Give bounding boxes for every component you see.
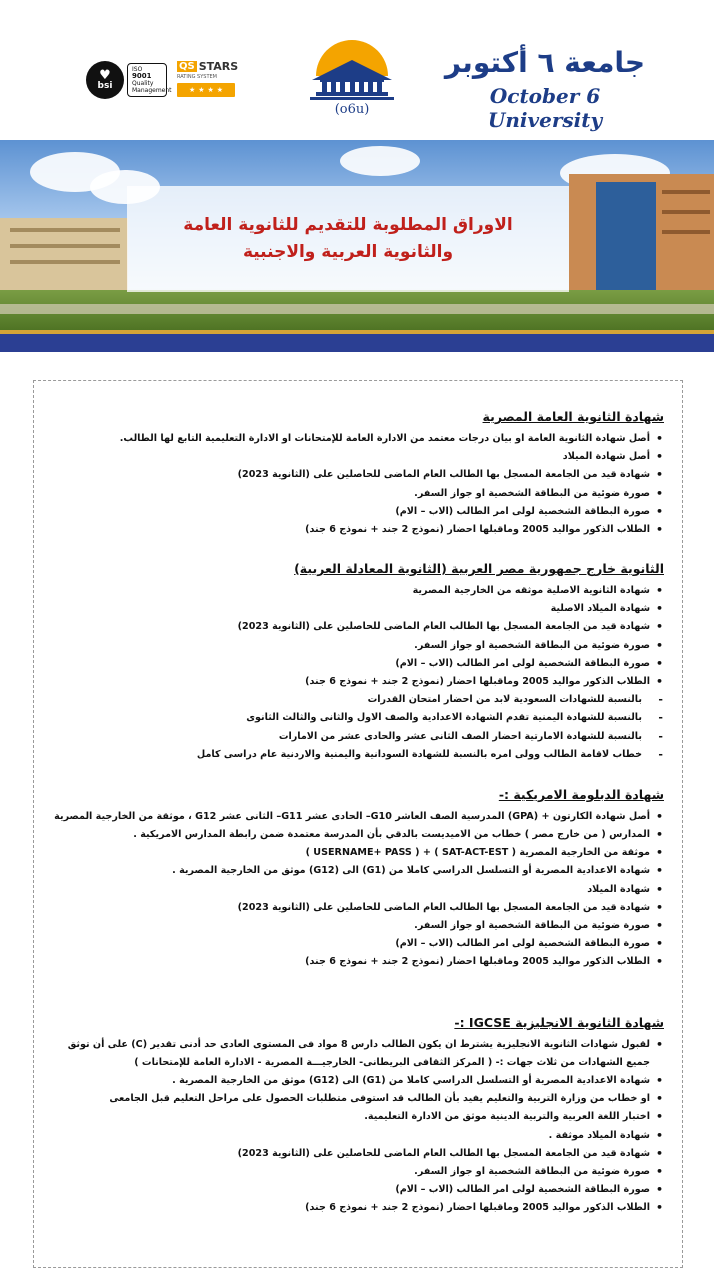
list-item: • لقبول شهادات الثانوية الانجليزية يشترط ان يكون الطالب دارس 8 مواد فى المستوى العادى حد أدنى تقدير (C) على أن توثق جميع الشهادات من ثلاث جهات :- ( المركز الثقافى البريطانى- الخارجيـــة المصرية - الادارة العامة للإمتحانات ) [44,1036,650,1072]
star-icon: ★ [198,86,205,94]
list-item: • او خطاب من وزارة التربية والتعليم يفيد بأن الطالب قد استوفى متطلبات الحصول على مراحل التعليم قبل الجامعى [44,1090,650,1108]
list-item: • اختبار اللغة العربية والتربية الدينية موثق من الادارة التعليمية. [44,1108,650,1126]
section-arab-equivalent [44,559,664,764]
requirements-list [44,1036,664,1218]
banner-blue-stripe [0,334,714,352]
note-item: - بالنسبة للشهادة الامارتية احضار الصف الثانى عشر والحادى عشر من الامارات [44,728,650,746]
note-item: - بالنسبة للشهادة اليمنية تقدم الشهادة الاعدادية والصف الاول والثانى والثالث الثانوى [44,709,650,727]
banner-title-line1: الاوراق المطلوبة للتقديم للثانوية العامة [183,215,513,235]
list-item: • أصل شهادة الميلاد [44,448,650,466]
requirements-list [44,430,664,539]
list-item: • الطلاب الذكور مواليد 2005 وماقبلها احضار (نموذج 2 جند + نموذج 6 جند) [44,673,650,691]
qs-name: STARS [198,60,239,73]
list-item: • شهادة الميلاد الاصلية [44,600,650,618]
requirements-box [33,380,683,1268]
university-name-en: October 6 University [487,84,603,132]
section-egyptian-thanaweya [44,407,664,539]
section-igcse [44,1013,664,1218]
section-american-diploma [44,785,664,972]
list-item: • شهادة الميلاد موثقة . [44,1127,650,1145]
star-icon: ★ [207,86,214,94]
list-item: • شهادة قيد من الجامعة المسجل بها الطالب العام الماضى للحاصلين على (الثانوية 2023) [44,618,650,636]
list-item: • أصل شهادة الكارتون + (GPA) المدرسية الصف العاشر G10– الحادى عشر G11– الثانى عشر G12 ، موثقة من الخارجية المصرية [44,808,650,826]
list-item: • شهادة قيد من الجامعة المسجل بها الطالب العام الماضى للحاصلين على (الثانوية 2023) [44,466,650,484]
iso-label: ISO [132,66,143,73]
requirements-list [44,808,664,972]
list-item: • صورة ضوئية من البطاقة الشخصية او جواز السفر. [44,485,650,503]
list-item: • شهادة الثانوية الاصلية موثقه من الخارجية المصرية [44,582,650,600]
note-item: - بالنسبة للشهادات السعودية لابد من احضار امتحان القدرات [44,691,650,709]
list-item: • الطلاب الذكور مواليد 2005 وماقبلها احضار (نموذج 2 جند + نموذج 6 جند) [44,521,650,539]
qs-stars-bar [177,83,235,97]
list-item: • شهادة قيد من الجامعة المسجل بها الطالب العام الماضى للحاصلين على (الثانوية 2023) [44,899,650,917]
list-item: • صورة البطاقة الشخصية لولى امر الطالب (الاب – الام) [44,1181,650,1199]
list-item: • شهادة الاعدادية المصرية أو التسلسل الدراسي كاملا من (G1) الى (G12) موثق من الخارجية المصرية . [44,1072,650,1090]
section-title: شهادة الدبلومة الامريكية :- [498,787,664,802]
section-title: الثانوية خارج جمهورية مصر العربية (الثانوية المعادلة العربية) [294,561,664,576]
list-item: • الطلاب الذكور مواليد 2005 وماقبلها احضار (نموذج 2 جند + نموذج 6 جند) [44,1199,650,1217]
list-item: • صورة البطاقة الشخصية لولى امر الطالب (الاب – الام) [44,503,650,521]
university-name-ar: جامعة ٦ أكتوبر [444,46,646,79]
section-title: شهادة الثانوية الانجليزية IGCSE :- [454,1015,664,1030]
iso-box [127,63,172,97]
bsi-logo-icon: ♥ bsi [86,61,124,99]
qs-brand: QS [179,61,195,72]
requirements-list [44,582,664,764]
list-item: • صورة البطاقة الشخصية لولى امر الطالب (الاب – الام) [44,935,650,953]
list-item: • صورة البطاقة الشخصية لولى امر الطالب (الاب – الام) [44,655,650,673]
list-item: • شهادة الاعدادية المصرية أو التسلسل الدراسي كاملا من (G1) الى (G12) موثق من الخارجية المصرية . [44,862,650,880]
star-icon: ★ [216,86,224,94]
iso-number: 9001 [132,72,152,80]
list-item: • أصل شهادة الثانوية العامة او بيان درجات معتمد من الادارة العامة للإمتحانات او الادارة التعليمية التابع لها الطالب. [44,430,650,448]
list-item: • الطلاب الذكور مواليد 2005 وماقبلها احضار (نموذج 2 جند + نموذج 6 جند) [44,953,650,971]
banner-title [127,212,569,266]
banner-title-line2: والثانوية العربية والاجنبية [242,242,454,262]
logo-label: (o6u) [334,102,370,117]
qs-subtitle: RATING SYSTEM [177,74,217,80]
page-header [0,0,714,140]
list-item: • المدارس ( من خارج مصر ) خطاب من الاميديست بالدقي بأن المدرسة معتمدة ضمن رابطة المدارس الامريكية . [44,826,650,844]
list-item: • صورة ضوئية من البطاقة الشخصية او جواز السفر. [44,637,650,655]
iso-line2: Management [132,87,172,94]
qs-stars-badge [177,60,239,100]
list-item: • شهادة قيد من الجامعة المسجل بها الطالب العام الماضى للحاصلين على (الثانوية 2023) [44,1145,650,1163]
campus-banner [0,140,714,352]
bsi-brand: bsi [97,80,113,91]
list-item: • صورة ضوئية من البطاقة الشخصية او جواز السفر. [44,1163,650,1181]
university-emblem-icon [310,20,394,102]
list-item: • صورة ضوئية من البطاقة الشخصية او جواز السفر. [44,917,650,935]
bsi-certification-badge [86,60,172,100]
section-title: شهادة الثانوية العامة المصرية [482,409,664,424]
list-item: • موثقة من الخارجية المصرية ( SAT-ACT-EST ) + ( USERNAME+ PASS ) [44,844,650,862]
university-logo [310,20,394,120]
iso-line1: Quality [132,80,154,87]
star-icon: ★ [188,86,196,94]
list-item: • شهادة الميلاد [44,881,650,899]
note-item: - خطاب لاقامة الطالب وولى امره بالنسبة للشهادة السودانية واليمنية والاردنية عام دراسى كامل [44,746,650,764]
